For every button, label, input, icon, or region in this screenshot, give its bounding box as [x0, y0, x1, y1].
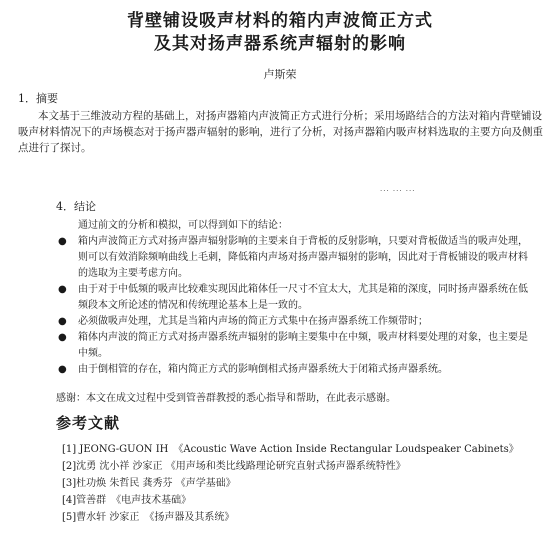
- bullet-icon: ●: [58, 284, 67, 295]
- reference-item: [5]曹水轩 沙家正 《扬声器及其系统》: [62, 512, 235, 523]
- reference-item: [4]管善群 《电声技术基础》: [62, 495, 192, 506]
- conclusion-bullet-text: 箱体内声波的简正方式对扬声器系统声辐射的影响主要集中在中频，吸声材料要处理的对象，也主要是中频。: [78, 332, 528, 359]
- conclusion-bullet: [58, 282, 530, 314]
- conclusion-heading: 4．结论: [56, 200, 96, 213]
- conclusion-bullet-text: 由于对于中低频的吸声比较难实现因此箱体任一尺寸不宜太大，尤其是箱的深度，同时扬声器系统在低频段本文所论述的情况和传统理论基本上是一致的。: [78, 284, 528, 311]
- references-list: [62, 441, 542, 526]
- bullet-icon: ●: [58, 236, 67, 247]
- bullet-icon: ●: [58, 316, 67, 327]
- abstract-text: 本文基于三维波动方程的基础上，对扬声器箱内声波简正方式进行分析；采用场路结合的方法对箱内背壁铺设吸声材料情况下的声场模态对于扬声器声辐射的影响，进行了分析，对扬声器箱内吸声材料选取的主要方向及侧重点进行了探讨。: [18, 110, 543, 154]
- reference-item: [2]沈勇 沈小祥 沙家正 《用声场和类比线路理论研究直射式扬声器系统特性》: [62, 461, 406, 472]
- conclusion-bullet-text: 箱内声波简正方式对扬声器声辐射影响的主要来自于背板的反射影响，只要对背板做适当的吸声处理，则可以有效消除频响曲线上毛刺，降低箱内声场对扬声器声辐射的影响，因此对于背板铺设的吸声材料的选取为主要考虑方向。: [78, 236, 528, 279]
- conclusion-bullet-text: 由于倒相管的存在，箱内简正方式的影响倒相式扬声器系统大于闭箱式扬声器系统。: [78, 364, 448, 375]
- paper-title-line-1: 背壁铺设吸声材料的箱内声波简正方式: [127, 11, 433, 31]
- author-name: 卢斯荣: [263, 68, 297, 81]
- acknowledgement-text: 感谢：本文在成文过程中受到管善群教授的悉心指导和帮助，在此表示感谢。: [56, 393, 396, 404]
- conclusion-bullet-text: 必须做吸声处理，尤其是当箱内声场的简正方式集中在扬声器系统工作频带时；: [78, 316, 428, 327]
- reference-item: [3]杜功焕 朱哲民 龚秀芬 《声学基础》: [62, 478, 236, 489]
- conclusion-bullet: [58, 330, 530, 362]
- references-heading: 参考文献: [56, 414, 121, 432]
- reference-item: [1] JEONG-GUON IH 《Acoustic Wave Action Inside Rectangular Loudspeaker Cabinets》: [62, 444, 519, 455]
- conclusion-intro: 通过前文的分析和模拟，可以得到如下的结论：: [78, 220, 288, 231]
- paper-title-line-2: 及其对扬声器系统声辐射的影响: [154, 34, 406, 54]
- stray-marks: ··· ··· ···: [380, 187, 416, 195]
- bullet-icon: ●: [58, 332, 67, 343]
- conclusion-bullet-list: [58, 234, 530, 378]
- bullet-icon: ●: [58, 364, 67, 375]
- conclusion-bullet: [58, 234, 530, 282]
- conclusion-bullet: [58, 362, 530, 378]
- abstract-heading: 1．摘要: [18, 92, 58, 105]
- conclusion-bullet: [58, 314, 530, 330]
